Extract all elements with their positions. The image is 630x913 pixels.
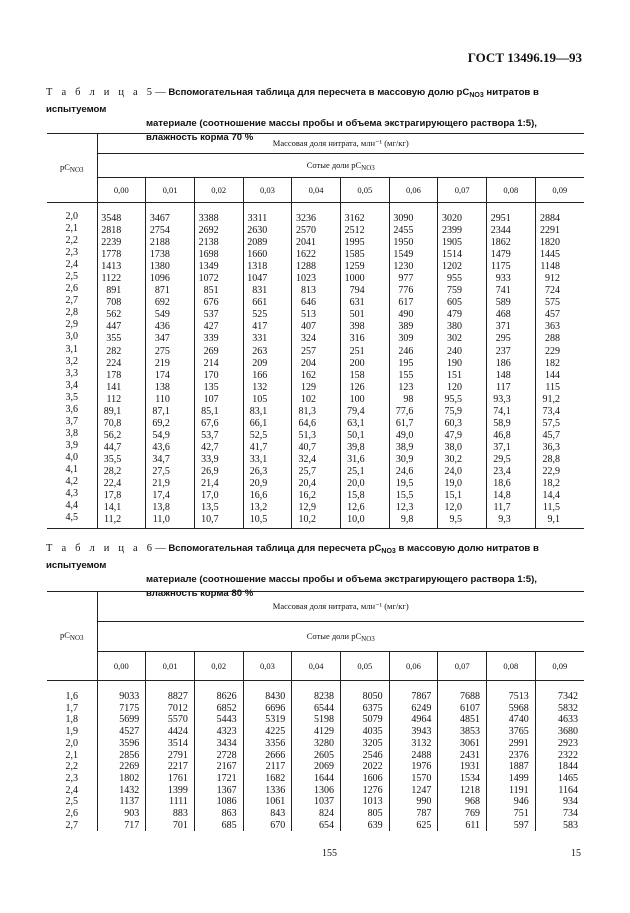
table5-title: Вспомогательная таблица для пересчета в массовую долю $pC_{NO3}$ нитратов в испытуемом: [46, 87, 539, 115]
table6-mass-header: Массовая доля нитрата, млн⁻¹ (мг/кг): [97, 592, 584, 622]
table5-hundredth: 0,00: [97, 178, 146, 203]
table6-label: Т а б л и ц а 6: [46, 543, 156, 554]
table6-col-007: 7688 6107 4851 3853 3061 2431 1931 1534 1218 968 769 611: [438, 681, 487, 832]
table5-hundredth: 0,09: [535, 178, 584, 203]
table5-col-009: 2884 2291 1820 1445 1148 912 724 575 457 363 288 229 182 144 115 91,2 73,4 57,5 45,7 36,3 28,8 22,9 18,2 14,4 11,5 9,1: [535, 203, 584, 529]
table5-col-000: 3548 2818 2239 1778 1413 1122 891 708 562 447 355 282 224 178 141 112 89,1 70,8 56,2 44,7 35,5 28,2 22,4 17,8 14,1 11,2: [97, 203, 146, 529]
table6-hundredth: 0,00: [97, 652, 146, 681]
table6-title-cont1: материале (соотношение массы пробы и объема экстрагирующего раствора 1:5),: [146, 574, 537, 585]
table5-pc-values: 2,0 2,1 2,2 2,3 2,4 2,5 2,6 2,7 2,8 2,9 3,0 3,1 3,2 3,3 3,4 3,5 3,6 3,7 3,8 3,9 4,0 4,1 4,2 4,3 4,4 4,5: [65, 211, 78, 524]
table6-col-004: 8238 6544 5198 4129 3280 2605 2069 1644 1306 1037 824 654: [292, 681, 341, 832]
table5-col-006: 3090 2455 1950 1549 1230 977 776 617 490 389 309 246 195 155 123 98 77,6 61,7 49,0 38,9 30,9 24,6 19,5 15,5 12,3 9,8: [389, 203, 438, 529]
table6-hundredth: 0,04: [292, 652, 341, 681]
table6-dash: —: [155, 543, 169, 554]
table5-hundredth: 0,03: [243, 178, 292, 203]
table5-col-004: 3236 2570 2041 1622 1288 1023 813 646 513 407 324 257 204 162 129 102 81,3 64,6 51,3 40,7 32,4 25,7 20,4 16,2 12,9 10,2: [292, 203, 341, 529]
table5-hundredth: 0,07: [438, 178, 487, 203]
table6-col-000: 9033 7175 5699 4527 3596 2856 2269 1802 1432 1137 903 717: [97, 681, 146, 832]
table5-col-003: 3311 2630 2089 1660 1318 1047 831 661 525 417 331 263 209 166 132 105 83,1 66,1 52,5 41,7 33,1 26,3 20,9 16,6 13,2 10,5: [243, 203, 292, 529]
table6-title-cont2: влажность корма 80 %: [146, 588, 254, 599]
table5-col-005: 3162 2512 1995 1585 1259 1000 794 631 501 398 316 251 200 158 126 100 79,4 63,1 50,1 39,8 31,6 25,1 20,0 15,8 12,6 10,0: [340, 203, 389, 529]
standard-header: ГОСТ 13496.19—93: [467, 50, 582, 65]
table6-col-002: 8626 6852 5443 4323 3434 2728 2167 1721 1367 1086 863 685: [194, 681, 243, 832]
table5-col-002: 3388 2692 2138 1698 1349 1072 851 676 537 427 339 269 214 170 135 107 85,1 67,6 53,7 42,7 33,9 26,9 21,4 17,0 13,5 10,7: [194, 203, 243, 529]
table6-col-003: 8430 6696 5319 4225 3356 2666 2117 1682 1336 1061 843 670: [243, 681, 292, 832]
table6-hundredth: 0,05: [340, 652, 389, 681]
table6-hundredths-header: Сотые доли $pC_{NO3}$: [97, 622, 584, 652]
page-number-center: 155: [322, 848, 337, 859]
table6-hundredth: 0,03: [243, 652, 292, 681]
table6-title: Вспомогательная таблица для пересчета $pC_{NO3}$ в массовую долю нитратов в испытуемом: [46, 543, 539, 571]
table6-hundredth: 0,09: [535, 652, 584, 681]
table6-pc-header: $pC_{NO3}$: [59, 630, 84, 642]
table6-col-005: 8050 6375 5079 4035 3205 2546 2022 1606 1276 1013 805 639: [340, 681, 389, 832]
table5-col-008: 2951 2344 1862 1479 1175 933 741 589 468 371 295 237 186 148 117 93,3 74,1 58,9 46,8 37,1 29,5 23,4 18,6 14,8 11,7 9,3: [487, 203, 536, 529]
table5-title-cont2: влажность корма 70 %: [146, 132, 254, 143]
table5-hundredth: 0,04: [292, 178, 341, 203]
table5-hundredth: 0,02: [194, 178, 243, 203]
table6-col-009: 7342 5832 4633 3680 2923 2322 1844 1465 1164 934 734 583: [535, 681, 584, 832]
table5-hundredth: 0,05: [340, 178, 389, 203]
table5-mass-header: Массовая доля нитрата, млн⁻¹ (мг/кг): [97, 134, 584, 154]
page-number-right: 15: [571, 848, 581, 859]
table6-hundredth: 0,08: [487, 652, 536, 681]
table5-hundredth: 0,01: [146, 178, 195, 203]
table6-hundredth: 0,01: [146, 652, 195, 681]
table6-col-001: 8827 7012 5570 4424 3514 2791 2217 1761 1399 1111 883 701: [146, 681, 195, 832]
table5-col-001: 3467 2754 2188 1738 1380 1096 871 692 549 436 347 275 219 174 138 110 87,1 69,2 54,9 43,6 34,7 27,5 21,9 17,4 13,8 11,0: [146, 203, 195, 529]
table5-dash: —: [155, 87, 169, 98]
table6-hundredth: 0,06: [389, 652, 438, 681]
table5-hundredth: 0,06: [389, 178, 438, 203]
table6-hundredth: 0,07: [438, 652, 487, 681]
table5-hundredths-header: Сотые доли $pC_{NO3}$: [97, 154, 584, 178]
table5-hundredth: 0,08: [487, 178, 536, 203]
table6-hundredth: 0,02: [194, 652, 243, 681]
table6-col-008: 7513 5968 4740 3765 2991 2376 1887 1499 1191 946 751 597: [487, 681, 536, 832]
table5-pc-header: $pC_{NO3}$: [59, 162, 84, 174]
table5: [47, 133, 584, 529]
table5-label: Т а б л и ц а 5: [46, 87, 156, 98]
table6-pc-values: 1,6 1,7 1,8 1,9 2,0 2,1 2,2 2,3 2,4 2,5 2,6 2,7: [65, 691, 78, 831]
table6-col-006: 7867 6249 4964 3943 3132 2488 1976 1570 1247 990 787 625: [389, 681, 438, 832]
table6: [47, 591, 584, 831]
table5-title-cont1: материале (соотношение массы пробы и объема экстрагирующего раствора 1:5),: [146, 118, 537, 129]
table5-col-007: 3020 2399 1905 1514 1202 955 759 605 479 380 302 240 190 151 120 95,5 75,9 60,3 47,9 38,0 30,2 24,0 19,0 15,1 12,0 9,5: [438, 203, 487, 529]
